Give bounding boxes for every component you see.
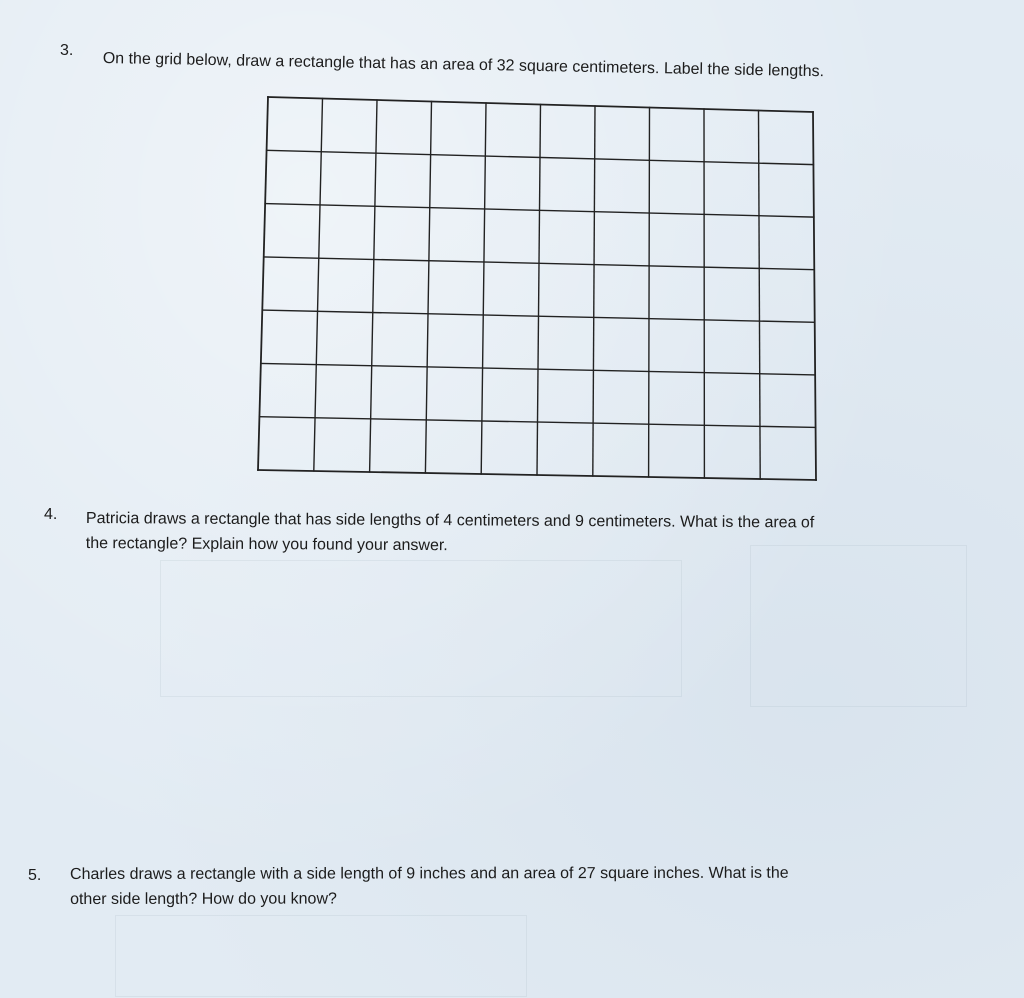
grid-horizontal-line xyxy=(258,470,816,480)
grid-horizontal-line xyxy=(267,150,814,164)
grid-vertical-line xyxy=(314,99,323,472)
question-5-line-2: other side length? How do you know? xyxy=(70,890,337,908)
question-4-prompt xyxy=(86,506,815,560)
grid-horizontal-line xyxy=(268,97,813,112)
grid-horizontal-line xyxy=(259,417,815,428)
grid-vertical-line xyxy=(649,108,650,478)
grid-horizontal-line xyxy=(261,363,815,375)
show-through-box xyxy=(750,545,967,707)
grid-vertical-line xyxy=(258,97,268,470)
question-3-number: 3. xyxy=(60,42,74,59)
show-through-box xyxy=(115,915,527,997)
grid-horizontal-line xyxy=(265,204,814,218)
grid-vertical-line xyxy=(537,105,541,476)
question-5-number: 5. xyxy=(28,867,42,884)
grid-vertical-line xyxy=(759,111,761,480)
question-5-line-1: Charles draws a rectangle with a side length of 9 inches and an area of 27 square inches. What is the xyxy=(70,864,789,883)
question-4-line-1: Patricia draws a rectangle that has side lengths of 4 centimeters and 9 centimeters. What is the area of xyxy=(85,509,815,532)
grid-vertical-line xyxy=(481,103,486,474)
question-4-line-2: the rectangle? Explain how you found your answer. xyxy=(85,534,448,555)
grid-vertical-line xyxy=(370,100,377,472)
grid-vertical-line xyxy=(425,102,431,474)
question-3-prompt: On the grid below, draw a rectangle that has an area of 32 square centimeters. Label the side lengths. xyxy=(102,49,825,81)
question-5-prompt xyxy=(70,861,789,912)
grid-vertical-line xyxy=(813,112,816,480)
show-through-box xyxy=(160,560,682,697)
grid-horizontal-line xyxy=(262,310,814,322)
question-4-number: 4. xyxy=(44,506,58,523)
grid-horizontal-line xyxy=(264,257,815,270)
grid-vertical-line xyxy=(593,106,595,476)
